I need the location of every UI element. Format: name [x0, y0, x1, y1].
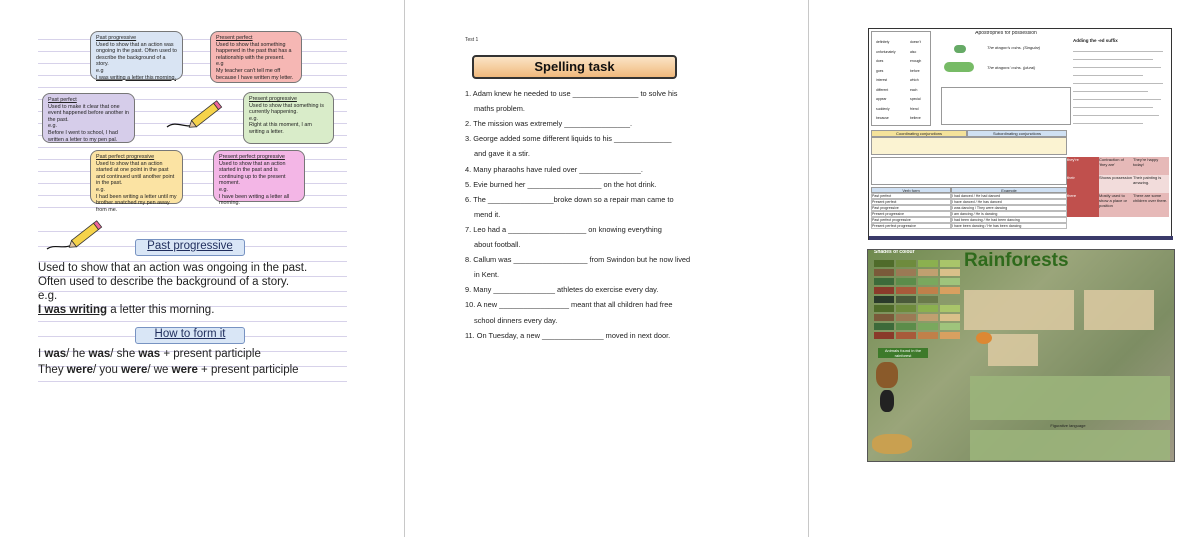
word-item: which	[910, 78, 919, 82]
word-item: does	[876, 59, 884, 63]
verb-form-cell: Present perfect	[871, 199, 951, 205]
question-line: school dinners every day.	[474, 315, 558, 325]
example-header: Example	[951, 187, 1067, 193]
colour-swatch	[918, 314, 938, 321]
word-item: doesn't	[910, 40, 921, 44]
apostrophe-title: Apostrophes for possession	[975, 31, 1037, 36]
tense-box-eg: e.g.	[219, 186, 228, 193]
colour-swatch	[940, 269, 960, 276]
vocabulary-box	[970, 376, 1170, 420]
word-item: friend	[910, 106, 919, 111]
t: I	[38, 348, 45, 360]
colour-swatch	[874, 323, 894, 330]
example-sentence	[38, 303, 358, 318]
question-line: 9. Many _______________ athletes do exercise every day.	[465, 285, 659, 295]
theyre-def: Contraction of 'they are'	[1099, 157, 1133, 175]
colour-swatch	[896, 314, 916, 321]
tense-box-title: Past perfect	[48, 97, 77, 103]
question-line: 10. A new _________________ meant that all children had free	[465, 300, 673, 310]
word-item: appear	[876, 97, 887, 101]
rainforests-title: Rainforests	[964, 250, 1069, 271]
word-item: suddenly	[876, 106, 890, 111]
colour-swatch	[940, 314, 960, 321]
word-item: also	[910, 49, 917, 54]
question-line: 8. Callum was __________________ from Swindon but he now lived	[465, 255, 691, 265]
tense-box-past-progressive	[90, 31, 183, 80]
adjective-box	[964, 290, 1074, 330]
colour-swatch	[940, 296, 960, 303]
pencil-icon	[165, 97, 225, 133]
theyre-example: They're happy today!	[1133, 157, 1169, 175]
their-word: their	[1067, 175, 1099, 193]
verb-form-header: Verb form	[871, 187, 951, 193]
tense-box-example: Right at this moment, I am writing a letter.	[249, 122, 312, 135]
question-line: in Kent.	[474, 270, 500, 280]
t: was	[44, 348, 67, 360]
tense-box-title: Present perfect progressive	[219, 154, 285, 160]
t: / you	[92, 364, 122, 376]
tense-box-present-perfect-progressive	[213, 150, 305, 207]
tense-box-title: Present progressive	[249, 96, 297, 102]
heading-text: How to form it	[154, 328, 226, 340]
question-line: 5. Evie burned her __________________ on the hot drink.	[465, 179, 657, 189]
form-line-2	[38, 363, 358, 378]
monkey-icon	[876, 362, 898, 388]
grammar-mat	[868, 28, 1172, 240]
tense-box-body: Used to show that an action started at one point in the past and continued until another point in the past.	[96, 160, 175, 187]
how-to-form-heading	[135, 327, 245, 344]
their-def: Shows possession	[1099, 175, 1133, 193]
plural-example: The dragons' coins. (plural)	[987, 65, 1036, 70]
question-line: about football.	[474, 240, 521, 249]
verb-example-cell: I have danced / He has danced	[951, 199, 1067, 205]
colour-swatch	[918, 269, 938, 276]
question-line: and gave it a stir.	[474, 149, 530, 159]
dragon-icon	[944, 62, 974, 72]
t: / we	[147, 364, 172, 376]
tense-box-eg: e.g.	[48, 123, 57, 130]
verb-form-cell: Past perfect	[871, 193, 951, 199]
t: were	[66, 364, 93, 376]
question-line: 6. The ________________broke down so a repair man came to	[465, 194, 674, 204]
mat-footer-bar	[869, 236, 1173, 240]
conjunction-lists	[871, 137, 1067, 155]
t: + present participle	[197, 364, 299, 376]
document-page-2	[405, 0, 809, 537]
there-word: there	[1067, 193, 1099, 217]
test-label: Test 1	[465, 37, 479, 43]
word-item: unfortunately	[876, 49, 896, 54]
word-item: goes	[876, 68, 884, 73]
ed-suffix-notes	[1073, 45, 1169, 127]
colour-swatch	[896, 305, 916, 312]
there-example: There are some children over there.	[1133, 193, 1169, 217]
colour-swatch	[918, 296, 938, 303]
question-line: maths problem.	[474, 104, 525, 114]
tense-box-body: Used to make it clear that one event happened before another in the past.	[48, 103, 129, 123]
tense-box-eg: e.g.	[249, 115, 258, 122]
speech-examples	[941, 87, 1071, 125]
form-line-1	[38, 347, 358, 362]
word-item: before	[910, 68, 920, 73]
their-example: Their painting is amazing.	[1133, 175, 1169, 193]
t: was	[88, 348, 111, 360]
verb-form-cell: Past perfect progressive	[871, 217, 951, 223]
colour-swatch	[896, 323, 916, 330]
word-item: each	[910, 87, 918, 92]
tense-box-eg: e.g	[216, 61, 224, 68]
tense-box-eg: e.g.	[96, 186, 105, 193]
t: / he	[66, 348, 89, 360]
t: They	[38, 364, 67, 376]
colour-swatch	[896, 269, 916, 276]
word-item: special	[910, 97, 921, 101]
tense-box-eg: e.g	[96, 67, 104, 74]
verb-example-cell: I have been dancing / He has been dancing	[951, 223, 1067, 229]
tense-box-body: Used to show that an action was ongoing in the past. Often used to describe the background of a story.	[96, 41, 177, 68]
ed-suffix-title: Adding the -ed suffix	[1073, 38, 1118, 43]
figurative-box	[970, 430, 1170, 460]
t: were	[171, 364, 198, 376]
conjunction-examples	[871, 157, 1067, 185]
definition-line-1: Used to show that an action was ongoing in the past.	[38, 262, 308, 274]
colour-swatch	[940, 305, 960, 312]
question-line: 11. On Tuesday, a new _______________ moved in next door.	[465, 330, 671, 340]
colour-swatch	[896, 260, 916, 267]
question-line: 1. Adam knew he needed to use ________________ to solve his	[465, 89, 678, 98]
colour-swatch	[874, 305, 894, 312]
verb-example-cell: I was dancing / They were dancing	[951, 205, 1067, 211]
verb-example-cell: I am dancing / He is dancing	[951, 211, 1067, 217]
colour-swatch	[940, 278, 960, 285]
colour-swatch	[874, 260, 894, 267]
word-item: interest	[876, 78, 888, 82]
t: + present participle	[160, 348, 261, 360]
colour-swatch	[874, 278, 894, 285]
question-line: 3. George added some different liquids to his ______________	[465, 134, 672, 144]
tense-box-past-perfect-progressive	[90, 150, 183, 213]
colour-swatch	[918, 260, 938, 267]
verb-form-cell: Past progressive	[871, 205, 951, 211]
colour-swatch	[874, 287, 894, 294]
sensory-box	[1084, 290, 1154, 330]
pencil-icon	[45, 219, 105, 253]
question-line: 2. The mission was extremely ________________.	[465, 119, 633, 129]
t: was	[138, 348, 161, 360]
t: / she	[110, 348, 139, 360]
colour-swatch	[874, 296, 894, 303]
verb-form-cell: Present progressive	[871, 211, 951, 217]
tense-box-example: I have been writing a letter all morning.	[219, 193, 290, 207]
eye-icon	[976, 332, 992, 344]
question-line: mend it.	[474, 209, 501, 219]
document-page-1	[0, 0, 393, 537]
colour-swatch	[940, 332, 960, 339]
page-divider	[808, 0, 809, 537]
tense-box-example: I was writing a letter this morning.	[96, 74, 176, 81]
heading-text: Past progressive	[147, 240, 233, 252]
example-verb: I was writing	[38, 304, 108, 316]
common-words-table	[871, 31, 931, 126]
word-item: definitely	[876, 40, 890, 44]
word-item: enough	[910, 59, 922, 63]
figurative-label: Figurative language	[1050, 423, 1086, 428]
t: were	[121, 364, 148, 376]
theyre-word: they're	[1067, 157, 1099, 175]
shades-title: Shades of colour	[874, 250, 915, 255]
colour-swatch	[940, 287, 960, 294]
tense-box-body: Used to show that something happened in the past that has a relationship with the present.	[216, 41, 292, 61]
colour-swatch	[874, 269, 894, 276]
eg-label: e.g.	[38, 290, 58, 302]
subordinating-header: Subordinating conjunctions	[967, 130, 1067, 137]
jaguar-icon	[872, 434, 912, 454]
verb-example-cell: I had been dancing / He had been dancing	[951, 217, 1067, 223]
spelling-task-title: Spelling task	[472, 55, 677, 79]
word-item: believe	[910, 116, 921, 120]
colour-swatch	[896, 296, 916, 303]
word-item: because	[876, 116, 889, 120]
definition-line-2: Often used to describe the background of a story.	[38, 276, 290, 288]
tense-box-example: Before I went to school, I had written a letter to my pen pal.	[48, 129, 118, 143]
colour-swatch	[918, 323, 938, 330]
tense-box-body: Used to show that an action started in the past and is continuing up to the present moment.	[219, 160, 286, 187]
tense-box-title: Past perfect progressive	[96, 154, 155, 160]
tense-box-example: I had been writing a letter until my brother snatched my pen away from me.	[96, 193, 177, 213]
verb-form-cell: Present perfect progressive	[871, 223, 951, 229]
colour-swatch	[918, 287, 938, 294]
singular-example: The dragon's coins. (Singular)	[987, 45, 1041, 50]
colour-swatch	[940, 323, 960, 330]
tense-box-title: Present perfect	[216, 35, 253, 41]
colour-swatch	[918, 278, 938, 285]
coordinating-header: Coordinating conjunctions	[871, 130, 967, 137]
past-progressive-heading	[135, 239, 245, 256]
question-line: 7. Leo had a ___________________ on knowing everything	[465, 224, 662, 234]
word-item: different	[876, 87, 889, 92]
dragon-icon	[954, 45, 966, 53]
question-line: 4. Many pharaohs have ruled over _______________.	[465, 164, 643, 174]
animals-label: Animals found in the rainforest	[878, 348, 928, 358]
tense-box-past-perfect	[42, 93, 135, 143]
tense-box-example: My teacher can't tell me off because I have written my letter.	[216, 67, 294, 81]
colour-swatch	[918, 332, 938, 339]
colour-swatch	[918, 305, 938, 312]
tense-box-present-perfect	[210, 31, 302, 83]
colour-swatch	[940, 260, 960, 267]
colour-swatch	[874, 314, 894, 321]
tense-box-title: Past progressive	[96, 35, 137, 41]
tense-box-body: Used to show that something is currently happening.	[249, 102, 324, 116]
there-def: Mostly used to show a place or position	[1099, 193, 1133, 217]
rainforest-mat	[867, 249, 1175, 462]
example-rest: a letter this morning.	[107, 304, 215, 316]
colour-swatch	[896, 287, 916, 294]
tense-box-present-progressive	[243, 92, 334, 144]
verb-example-cell: I had danced / He had danced	[951, 193, 1067, 199]
sound-box	[988, 334, 1038, 366]
colour-swatch	[896, 278, 916, 285]
toucan-icon	[880, 390, 894, 412]
colour-swatch	[896, 332, 916, 339]
colour-swatch	[874, 332, 894, 339]
